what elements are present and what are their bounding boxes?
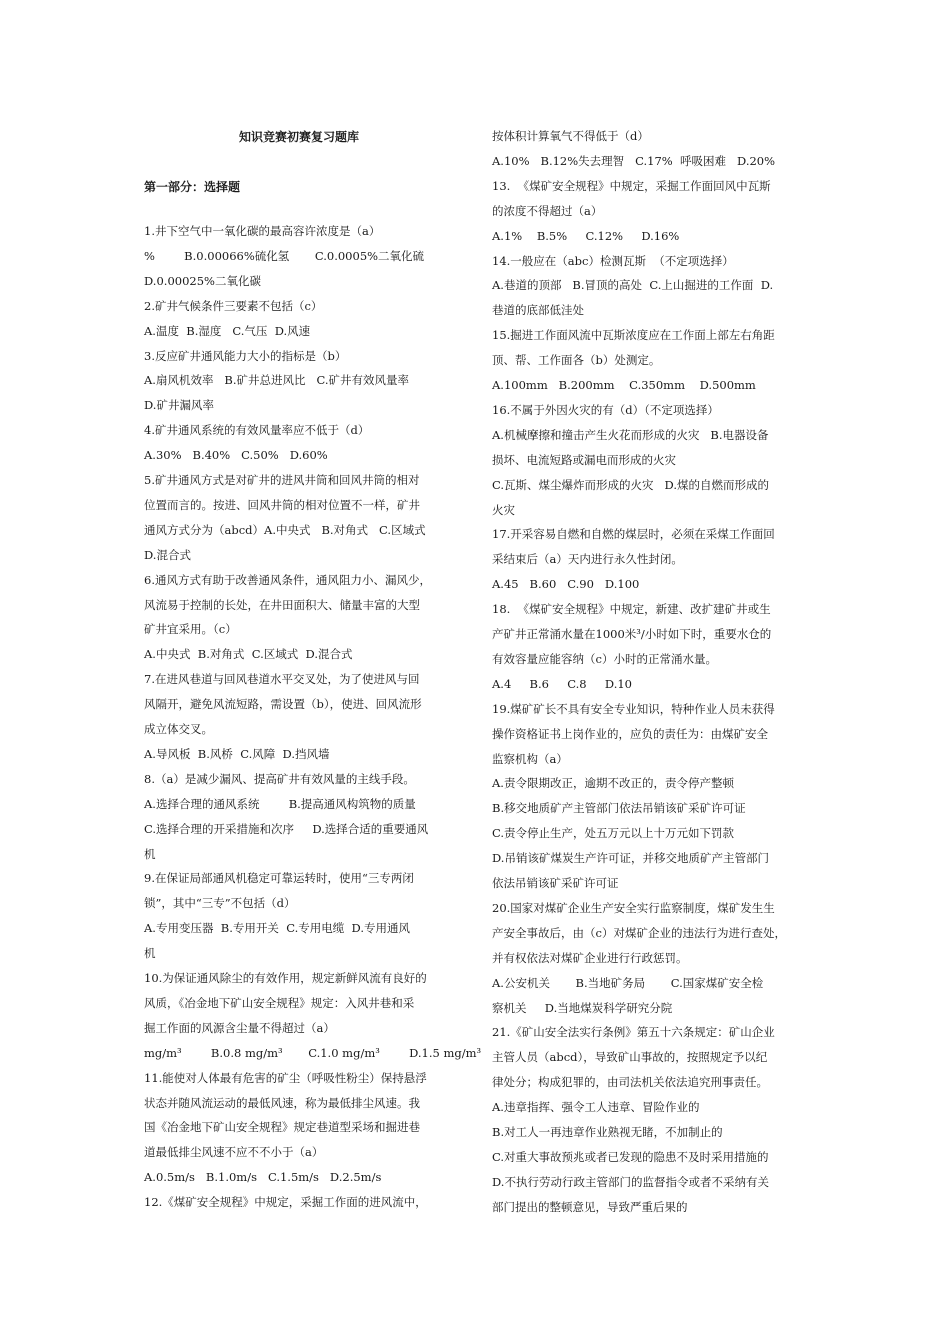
text-line: B.对工人一再违章作业熟视无睹，不加制止的: [492, 1125, 723, 1139]
text-line: 8.（a）是减少漏风、提高矿井有效风量的主线手段。: [144, 771, 415, 786]
text-line: 产安全事故后，由（c）对煤矿企业的违法行为进行查处，: [492, 925, 786, 940]
text-line: D.矿井漏风率: [144, 398, 214, 413]
text-line: 主管人员（abcd），导致矿山事故的，按照规定予以纪: [492, 1050, 768, 1065]
text-line: 损坏、电流短路或漏电而形成的火灾: [492, 452, 676, 467]
text-line: C.选择合理的开采措施和次序 D.选择合适的重要通风: [144, 821, 429, 836]
text-line: 2.矿井气候条件三要素不包括（c）: [144, 298, 323, 313]
text-line: 有效容量应能容纳（c）小时的正常涌水量。: [492, 651, 717, 666]
text-line: 通风方式分为（abcd）A.中央式 B.对角式 C.区域式: [144, 522, 426, 537]
text-line: A.45 B.60 C.90 D.100: [492, 577, 640, 592]
text-line: 20.国家对煤矿企业生产安全实行监察制度，煤矿发生生: [492, 900, 775, 915]
text-line: 监察机构（a）: [492, 751, 568, 766]
text-line: 机: [144, 946, 156, 961]
text-line: A.导风板 B.风桥 C.风障 D.挡风墙: [144, 746, 330, 761]
text-line: A.100mm B.200mm C.350mm D.500mm: [492, 378, 756, 392]
text-line: 火灾: [492, 502, 515, 517]
text-line: 17.开采容易自燃和自燃的煤层时，必须在采煤工作面回: [492, 527, 775, 542]
text-line: C.瓦斯、煤尘爆炸而形成的火灾 D.煤的自燃而形成的: [492, 477, 769, 492]
text-line: D.吊销该矿煤炭生产许可证，并移交地质矿产主管部门: [492, 851, 769, 866]
text-line: D.不执行劳动行政主管部门的监督指令或者不采纳有关: [492, 1174, 769, 1189]
text-line: 10.为保证通风除尘的有效作用，规定新鲜风流有良好的: [144, 971, 427, 985]
text-line: D.混合式: [144, 547, 191, 562]
text-line: 风质，《冶金地下矿山安全规程》规定：入风井巷和采: [144, 995, 415, 1010]
text-line: D.0.00025%二氧化碳: [144, 273, 261, 288]
text-line: A.专用变压器 B.专用开关 C.专用电缆 D.专用通风: [144, 921, 411, 936]
text-line: 国《冶金地下矿山安全规程》规定巷道型采场和掘进巷: [144, 1120, 420, 1135]
text-line: A.扇风机效率 B.矿井总进风比 C.矿井有效风量率: [144, 373, 410, 388]
text-line: 采结束后（a）天内进行永久性封闭。: [492, 552, 683, 567]
text-line: 律处分；构成犯罪的，由司法机关依法追究刑事责任。: [492, 1075, 768, 1090]
text-line: 11.能使对人体最有危害的矿尘（呼吸性粉尘）保持悬浮: [144, 1070, 427, 1085]
text-line: A.违章指挥、强令工人违章、冒险作业的: [492, 1100, 700, 1115]
text-line: 1.井下空气中一氧化碳的最高容许浓度是（a）: [144, 224, 381, 238]
text-line: A.责令限期改正，逾期不改正的，责令停产整顿: [492, 776, 734, 791]
text-line: 操作资格证书上岗作业的，应负的责任为：由煤矿安全: [492, 726, 768, 741]
text-line: % B.0.00066%硫化氢 C.0.0005%二氧化硫: [144, 248, 425, 263]
text-line: 机: [144, 846, 156, 861]
text-line: 顶、帮、工作面各（b）处测定。: [492, 353, 661, 368]
text-line: 风流易于控制的长处，在井田面积大、储量丰富的大型: [144, 597, 420, 612]
text-line: 道最低排尘风速不应不不小于（a）: [144, 1145, 324, 1160]
text-line: 21.《矿山安全法实行条例》第五十六条规定：矿山企业: [492, 1025, 775, 1040]
text-line: A.0.5m/s B.1.0m/s C.1.5m/s D.2.5m/s: [144, 1170, 382, 1185]
text-line: 位置而言的。按进、回风井筒的相对位置不一样，矿井: [144, 497, 420, 512]
text-line: 并有权依法对煤矿企业进行行政惩罚。: [492, 950, 688, 965]
text-line: 的浓度不得超过（a）: [492, 203, 603, 218]
text-line: 风隔开，避免风流短路，需设置（b），使进、回风流形: [144, 697, 422, 712]
text-line: A.中央式 B.对角式 C.区域式 D.混合式: [144, 647, 353, 662]
text-line: 产矿井正常涌水量在1000米³/小时如下时，重要水仓的: [492, 627, 772, 641]
text-line: 6.通风方式有助于改善通风条件，通风阻力小、漏风少，: [144, 572, 431, 587]
text-line: 13. 《煤矿安全规程》中规定，采掘工作面回风中瓦斯: [492, 178, 771, 193]
text-line: 18. 《煤矿安全规程》中规定，新建、改扩建矿井或生: [492, 602, 771, 617]
text-line: 19.煤矿矿长不具有安全专业知识，特种作业人员未获得: [492, 701, 775, 716]
text-line: 5.矿井通风方式是对矿井的进风井筒和回风井筒的相对: [144, 473, 420, 487]
text-line: A.30% B.40% C.50% D.60%: [144, 448, 328, 463]
text-line: A.温度 B.湿度 C.气压 D.风速: [144, 323, 311, 338]
document-title: 知识竞赛初赛复习题库: [239, 130, 360, 144]
text-line: 3.反应矿井通风能力大小的指标是（b）: [144, 348, 347, 363]
text-line: 14.一般应在（abc）检测瓦斯 （不定项选择）: [492, 253, 734, 268]
text-line: 7.在进风巷道与回风巷道水平交叉处，为了使进风与回: [144, 672, 420, 687]
text-line: 锁”，其中“三专”不包括（d）: [144, 896, 296, 911]
text-line: 依法吊销该矿采矿许可证: [492, 876, 619, 890]
text-line: A.选择合理的通风系统 B.提高通风构筑物的质量: [144, 796, 416, 811]
text-line: 巷道的底部低洼处: [492, 303, 584, 318]
text-line: A.10% B.12%失去理智 C.17% 呼吸困难 D.20%: [492, 153, 776, 168]
text-line: A.巷道的顶部 B.冒顶的高处 C.上山掘进的工作面 D.: [492, 278, 774, 293]
text-line: mg/m³ B.0.8 mg/m³ C.1.0 mg/m³ D.1.5 mg/m³: [144, 1045, 482, 1060]
text-line: 9.在保证局部通风机稳定可靠运转时，使用“三专两闭: [144, 871, 414, 886]
text-line: 掘工作面的风源含尘量不得超过（a）: [144, 1020, 335, 1035]
text-line: 部门提出的整顿意见，导致严重后果的: [492, 1199, 688, 1214]
text-line: 察机关 D.当地煤炭科学研究分院: [492, 1000, 673, 1015]
text-line: A.机械摩擦和撞击产生火花而形成的火灾 B.电器设备: [492, 427, 769, 442]
text-line: A.4 B.6 C.8 D.10: [492, 676, 632, 691]
text-line: 4.矿井通风系统的有效风量率应不低于（d）: [144, 423, 370, 438]
text-line: C.对重大事故预兆或者已发现的隐患不及时采用措施的: [492, 1149, 769, 1164]
text-line: 15.掘进工作面风流中瓦斯浓度应在工作面上部左右角距: [492, 328, 775, 343]
text-line: A.公安机关 B.当地矿务局 C.国家煤矿安全检: [492, 975, 764, 990]
text-line: 按体积计算氧气不得低于（d）: [492, 129, 649, 143]
text-line: C.责令停止生产，处五万元以上十万元如下罚款: [492, 826, 735, 841]
text-line: 12.《煤矿安全规程》中规定，采掘工作面的进风流中，: [144, 1195, 427, 1210]
text-line: B.移交地质矿产主管部门依法吊销该矿采矿许可证: [492, 801, 746, 816]
text-line: A.1% B.5% C.12% D.16%: [492, 228, 680, 243]
text-line: 成立体交叉。: [144, 722, 213, 736]
text-line: 矿井宜采用。（c）: [144, 622, 237, 637]
text-line: 16.不属于外因火灾的有（d）（不定项选择）: [492, 402, 719, 417]
text-line: 状态并随风流运动的最低风速，称为最低排尘风速。我: [144, 1095, 420, 1110]
section-title: 第一部分：选择题: [144, 180, 241, 194]
